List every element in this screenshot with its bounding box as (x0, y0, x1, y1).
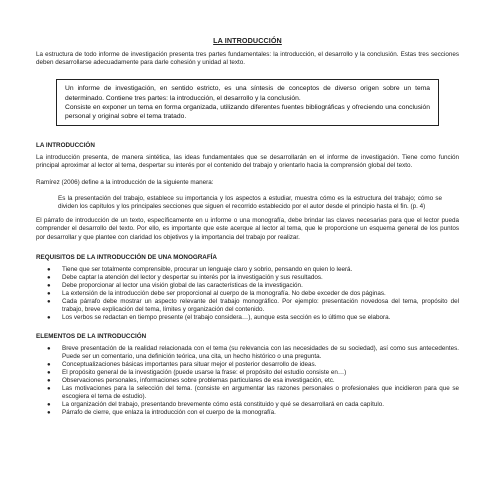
section1-paragraph-1: La introducción presenta, de manera sintética, las ideas fundamentales que se desarrollarán en el informe de investigación. Tiene como función principal aproximar al lector al tema, despertar su interés por el contenido del trabajo y orientarlo hacia la comprensión global del texto. (36, 154, 459, 170)
definition-text-2: Consiste en exponer un tema en forma organizada, utilizando diferentes fuentes bibliográficas y ofreciendo una conclusión personal y original sobre el tema tratado. (65, 103, 430, 121)
bullet-icon: ● (47, 377, 51, 384)
list-item: ● Debe captar la atención del lector y despertar su interés por la investigación y sus resultados. (47, 273, 323, 281)
list-item: ● Tiene que ser totalmente comprensible, procurar un lenguaje claro y sobrio, pensando en quien lo leerá. (47, 265, 353, 273)
bullet-icon: ● (47, 402, 51, 409)
definition-box (56, 79, 439, 126)
bullet-icon: ● (47, 291, 51, 298)
bullet-icon: ● (47, 385, 51, 392)
section-heading-elementos: ELEMENTOS DE LA INTRODUCCIÓN (36, 332, 147, 340)
list-item: ● Párrafo de cierre, que enlaza la introducción con el cuerpo de la monografía. (47, 409, 276, 417)
list-item: ● Breve presentación de la realidad relacionada con el tema (su relevancia con las necesidades de su sociedad), así como sus antecedentes. Puede ser un comentario, una definición teórica, una cita, un hecho histórico o una pregunta. (47, 344, 459, 360)
list-item: ● Las motivaciones para la selección del tema. (consiste en argumentar las razones personales o profesionales que incidieron para que se escogiera el tema de estudio). (47, 384, 459, 401)
section1-paragraph-3: El párrafo de introducción de un texto, específicamente en u informe o una monografía, debe brindar las claves necesarias para que el lector pueda comprender el desarrollo del texto. Por ello, es importante que este acerque al lector al tema, que le proporcione un esquema general de los puntos por desarrollar y que plantee con claridad los objetivos y la importancia del trabajo por realizar. (36, 217, 459, 241)
list-item: ● Observaciones personales, informaciones sobre problemas particulares de esa investigación, etc. (47, 376, 335, 384)
bullet-icon: ● (47, 315, 51, 322)
list-item: ● Los verbos se redactan en tiempo presente (el trabajo considera…), aunque esta sección es lo último que se elabora. (47, 314, 391, 322)
list-item: ● Cada párrafo debe mostrar un aspecto relevante del trabajo monográfico. Por ejemplo: presentación novedosa del tema, propósito del trabajo, breve explicación del tema, límites y organización del contenido. (47, 298, 459, 314)
list-item: ● Conceptualizaciones básicas importantes para situar mejor el posterior desarrollo de ideas. (47, 360, 317, 368)
bullet-icon: ● (47, 410, 51, 417)
block-quote: Es la presentación del trabajo, establece su importancia y los aspectos a estudiar, muestra cómo es la estructura del trabajo; cómo se dividen los capítulos y los principales secciones que siguen el recorrido establecido por el autor desde el principio hasta el fin. (p. 4) (58, 194, 442, 211)
bullet-icon: ● (47, 266, 51, 273)
section1-paragraph-2: Ramírez (2006) define a la introducción de la siguiente manera: (36, 178, 214, 186)
section-heading-requisitos: REQUISITOS DE LA INTRODUCCIÓN DE UNA MONOGRAFÍA (36, 253, 217, 261)
intro-paragraph: La estructura de todo informe de investigación presenta tres partes fundamentales: la introducción, el desarrollo y la conclusión. Estas tres secciones deben desarrollarse adecuadamente para darle cohesión y unidad al texto. (36, 51, 459, 67)
section-heading-introduccion: LA INTRODUCCIÓN (36, 142, 95, 150)
list-item: ● El propósito general de la investigación (puede usarse la frase: el propósito del estudio consiste en…) (47, 368, 347, 376)
bullet-icon: ● (47, 345, 51, 352)
bullet-icon: ● (47, 361, 51, 368)
definition-text-1: Un informe de investigación, en sentido estricto, es una síntesis de conceptos de diverso origen sobre un tema determinado. Contiene tres partes: la introducción, el desarrollo y la conclusión. (65, 85, 430, 102)
bullet-icon: ● (47, 299, 51, 306)
list-item: ● La extensión de la introducción debe ser proporcional al cuerpo de la monografía. No debe exceder de dos páginas. (47, 290, 386, 298)
bullet-icon: ● (47, 369, 51, 376)
requisitos-list (36, 266, 459, 323)
elementos-list (36, 345, 459, 418)
list-item: ● Debe proporcionar al lector una visión global de las características de la investigación. (47, 282, 303, 290)
page-title: LA INTRODUCCIÓN (213, 36, 282, 45)
list-item: ● La organización del trabajo, presentando brevemente cómo está constituido y qué se desarrollará en cada capítulo. (47, 401, 385, 409)
bullet-icon: ● (47, 274, 51, 281)
bullet-icon: ● (47, 283, 51, 290)
